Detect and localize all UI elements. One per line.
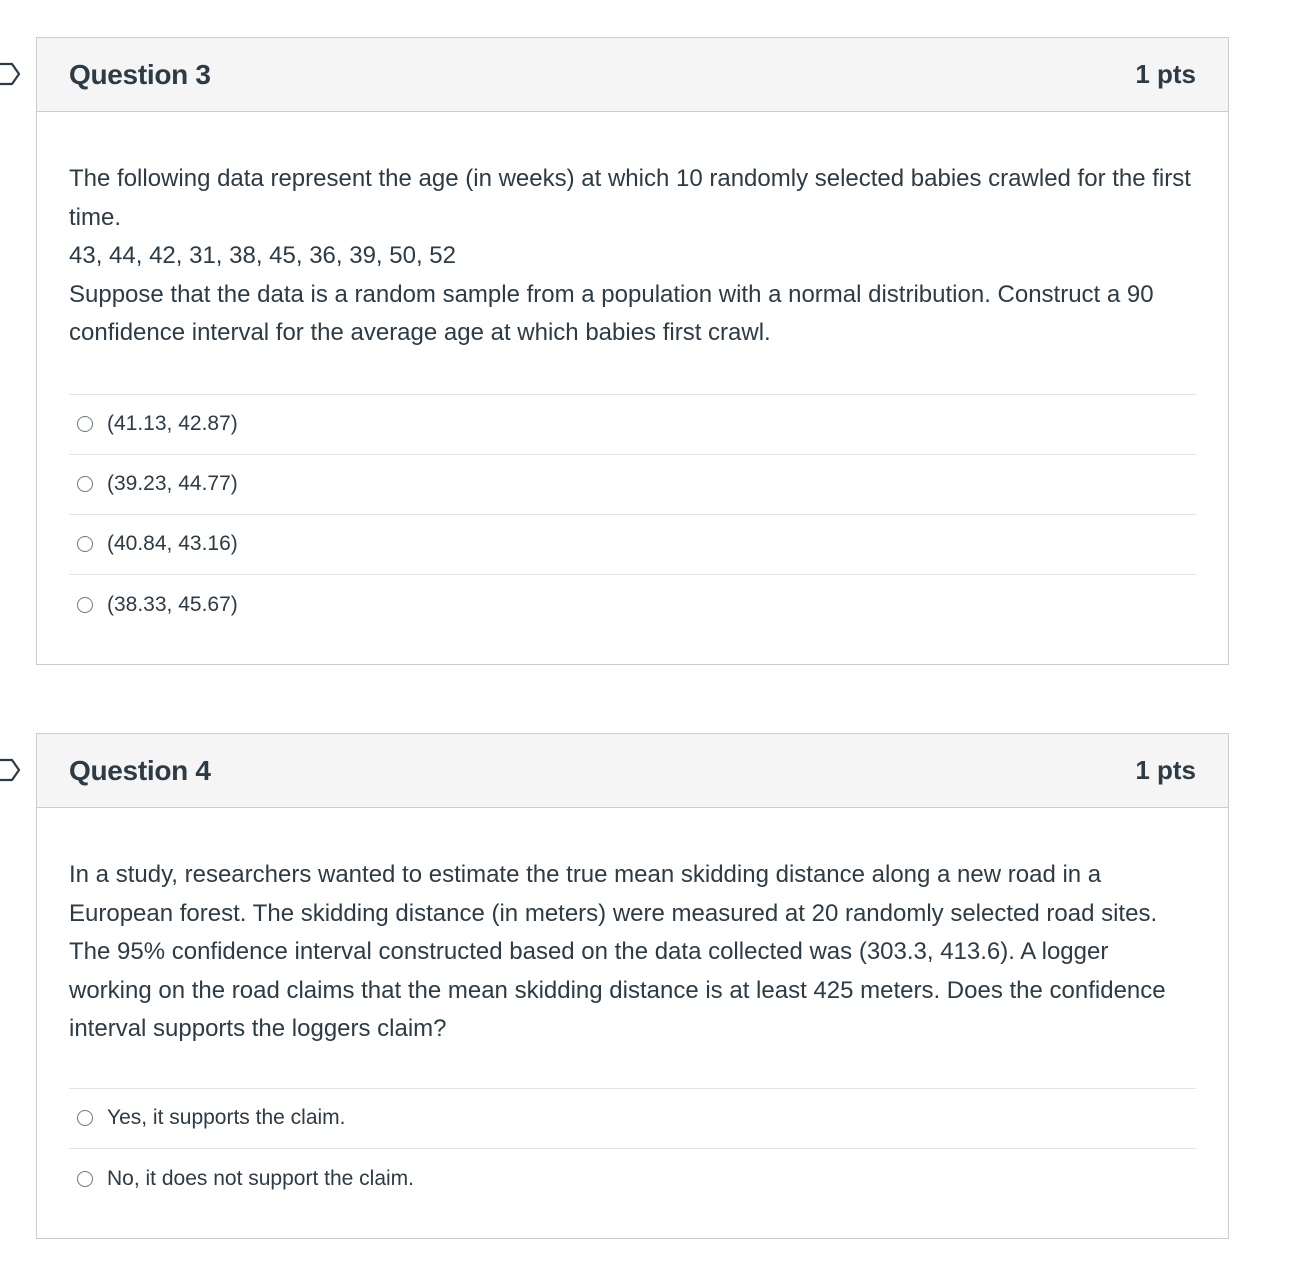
question-header [37,734,1228,808]
question-points: 1 pts [1135,59,1196,89]
radio-unchecked-icon[interactable] [77,1171,93,1187]
question-title: Question 4 [69,754,211,786]
question-points: 1 pts [1135,755,1196,785]
answer-list [69,1088,1196,1209]
answer-label: No, it does not support the claim. [107,1166,414,1190]
radio-unchecked-icon[interactable] [77,536,93,552]
radio-unchecked-icon[interactable] [77,1110,93,1126]
question-text [69,160,1196,353]
answer-option[interactable] [69,515,1196,575]
question-paragraph: Suppose that the data is a random sample from a population with a normal distribution. Construct a 90 confidence interval for the average age at which babies first crawl. [69,280,1154,346]
question-body [37,112,1228,635]
question-text [69,856,1196,1049]
question-3-card [36,37,1229,665]
question-paragraph: The following data represent the age (in weeks) at which 10 randomly selected babies crawled for the first time. [69,165,1191,231]
answer-label: (40.84, 43.16) [107,532,238,555]
question-4-card [36,733,1229,1239]
answer-option[interactable] [69,1149,1196,1209]
answer-option[interactable] [69,455,1196,515]
question-paragraph: 43, 44, 42, 31, 38, 45, 36, 39, 50, 52 [69,242,456,269]
radio-unchecked-icon[interactable] [77,476,93,492]
question-title: Question 3 [69,58,211,90]
radio-unchecked-icon[interactable] [77,416,93,432]
answer-option[interactable] [69,1089,1196,1149]
question-paragraph: In a study, researchers wanted to estimate the true mean skidding distance along a new road in a European forest. The skidding distance (in meters) were measured at 20 randomly selected road sites. The 95% confidence interval constructed based on the data collected was (303.3, 413.6). A logger working on the road claims that the mean skidding distance is at least 425 meters. Does the confidence interval supports the loggers claim? [69,861,1166,1042]
answer-label: (41.13, 42.87) [107,412,238,435]
flag-question-icon[interactable] [0,60,22,88]
question-header [37,38,1228,112]
question-body [37,808,1228,1209]
answer-list [69,394,1196,635]
radio-unchecked-icon[interactable] [77,597,93,613]
answer-option[interactable] [69,575,1196,635]
answer-option[interactable] [69,395,1196,455]
answer-label: (39.23, 44.77) [107,472,238,495]
answer-label: Yes, it supports the claim. [107,1106,346,1129]
answer-label: (38.33, 45.67) [107,592,238,616]
flag-question-icon[interactable] [0,756,22,784]
